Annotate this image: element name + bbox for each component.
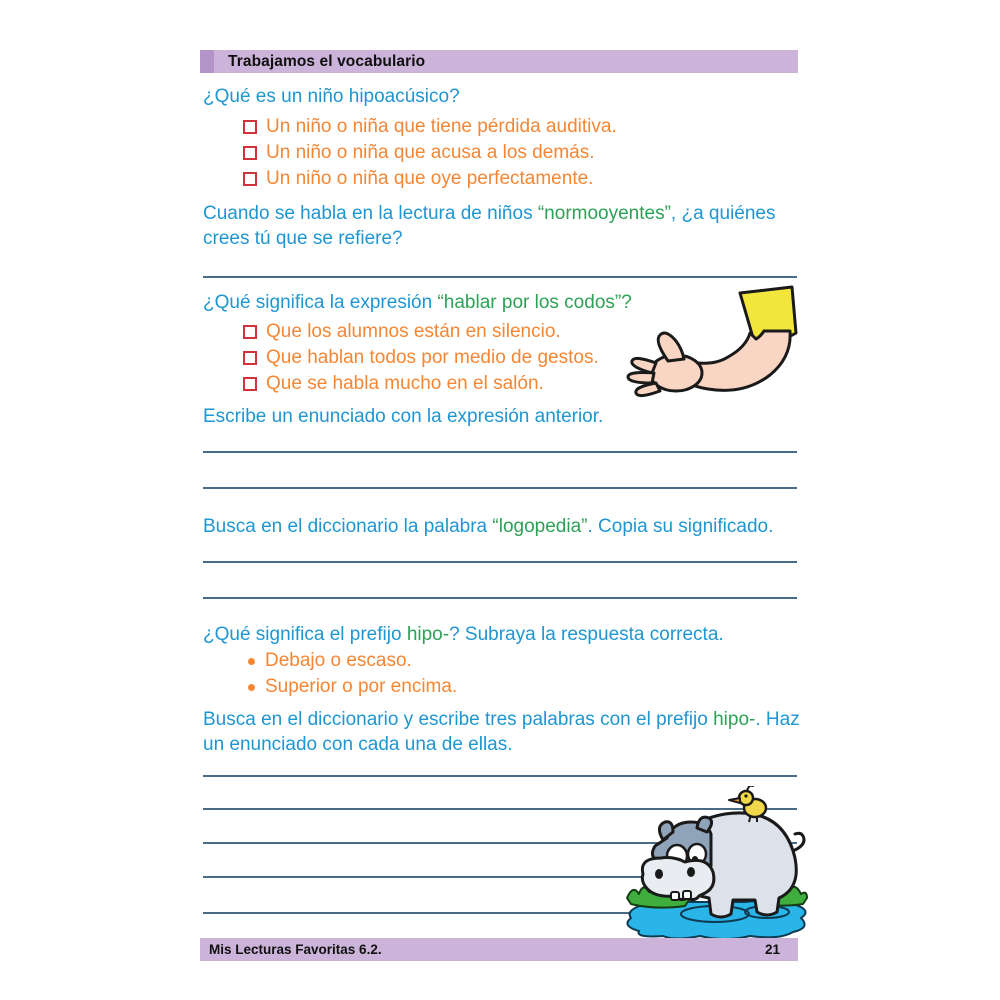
checkbox[interactable] — [243, 172, 257, 186]
question-1-title: ¿Qué es un niño hipoacúsico? — [203, 86, 460, 107]
checkbox[interactable] — [243, 351, 257, 365]
question-3-title — [203, 290, 632, 315]
q6-option-2[interactable] — [248, 676, 457, 698]
section-title: Trabajamos el vocabulario — [228, 53, 426, 70]
option-label: Un niño o niña que tiene pérdida auditiva. — [266, 116, 617, 137]
q2-blue-part2: , ¿a quiénes crees tú que se refiere? — [203, 203, 776, 249]
q3-option-1 — [243, 321, 561, 343]
option-label: Un niño o niña que oye perfectamente. — [266, 168, 594, 189]
page-footer-bar — [200, 938, 798, 961]
option-label: Que hablan todos por medio de gestos. — [266, 347, 599, 368]
answer-line[interactable] — [203, 451, 797, 453]
q6-blue-part2: ? Subraya la respuesta correcta. — [449, 624, 724, 645]
page-number: 21 — [764, 942, 780, 957]
q6-blue-part1: ¿Qué significa el prefijo — [203, 624, 407, 645]
option-label: Que se habla mucho en el salón. — [266, 373, 544, 394]
q5-blue-part2: . Copia su significado. — [587, 516, 774, 537]
q5-blue-part1: Busca en el diccionario la palabra — [203, 516, 493, 537]
option-label: Debajo o escaso. — [265, 650, 412, 671]
answer-line[interactable] — [203, 276, 797, 278]
q3-blue-part: ¿Qué significa la expresión — [203, 292, 438, 313]
q5-green-term: “logopedia” — [492, 516, 588, 537]
section-header-bar — [200, 50, 798, 73]
q7-blue-part2: . Haz un enunciado con cada una de ellas. — [203, 709, 800, 755]
book-title: Mis Lecturas Favoritas 6.2. — [209, 942, 382, 957]
bullet-icon — [248, 658, 255, 665]
checkbox[interactable] — [243, 146, 257, 160]
checkbox[interactable] — [243, 120, 257, 134]
question-5-title — [203, 514, 773, 539]
answer-line[interactable] — [203, 775, 797, 777]
hippo-illustration — [615, 786, 815, 938]
q3-option-3 — [243, 373, 544, 395]
question-7-text — [203, 707, 823, 757]
answer-line[interactable] — [203, 487, 797, 489]
q1-option-3 — [243, 168, 593, 190]
option-label: Un niño o niña que acusa a los demás. — [266, 142, 595, 163]
header-accent-square — [200, 50, 214, 73]
q6-green-prefix: hipo- — [406, 624, 450, 645]
checkbox[interactable] — [243, 325, 257, 339]
q3-option-2 — [243, 347, 599, 369]
bullet-icon — [248, 684, 255, 691]
checkbox[interactable] — [243, 377, 257, 391]
arm-illustration — [620, 283, 802, 405]
q7-green-prefix: hipo- — [713, 709, 756, 730]
question-2-text — [203, 201, 808, 251]
option-label: Que los alumnos están en silencio. — [266, 321, 561, 342]
q2-blue-part1: Cuando se habla en la lectura de niños — [203, 203, 538, 224]
q3-green-expression: “hablar por los codos”? — [437, 292, 632, 313]
q7-blue-part1: Busca en el diccionario y escribe tres palabras con el prefijo — [203, 709, 714, 730]
question-4-title: Escribe un enunciado con la expresión anterior. — [203, 406, 604, 427]
answer-line[interactable] — [203, 561, 797, 563]
option-label: Superior o por encima. — [265, 676, 458, 697]
q1-option-1 — [243, 116, 617, 138]
q1-option-2 — [243, 142, 595, 164]
answer-line[interactable] — [203, 597, 797, 599]
q2-green-term: “normooyentes” — [537, 203, 671, 224]
q6-option-1[interactable] — [248, 650, 412, 672]
question-6-title — [203, 622, 724, 647]
